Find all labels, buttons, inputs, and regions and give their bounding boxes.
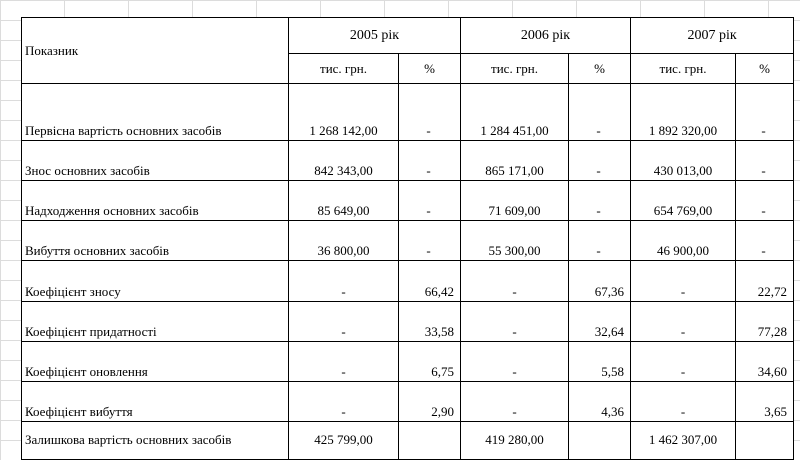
unit-header-percent[interactable]: %	[736, 54, 794, 84]
cell-2007-value[interactable]: -	[631, 381, 736, 421]
table-row	[22, 261, 794, 301]
row-label[interactable]: Залишкова вартість основних засобів	[22, 421, 289, 459]
cell-2006-percent[interactable]: -	[569, 181, 631, 221]
cell-2005-value[interactable]: -	[289, 381, 399, 421]
cell-2005-percent[interactable]: -	[399, 221, 461, 261]
row-label[interactable]: Надходження основних засобів	[22, 181, 289, 221]
cell-2007-value[interactable]: -	[631, 301, 736, 341]
row-label[interactable]: Первісна вартість основних засобів	[22, 84, 289, 141]
cell-2005-value[interactable]: 425 799,00	[289, 421, 399, 459]
cell-2006-value[interactable]: -	[461, 381, 569, 421]
cell-2007-percent[interactable]: -	[736, 221, 794, 261]
unit-header-percent[interactable]: %	[569, 54, 631, 84]
cell-2006-value[interactable]: -	[461, 341, 569, 381]
cell-2005-percent[interactable]: 33,58	[399, 301, 461, 341]
fixed-assets-table	[21, 17, 794, 460]
unit-header-thousand-uah[interactable]: тис. грн.	[631, 54, 736, 84]
cell-2007-value[interactable]: 654 769,00	[631, 181, 736, 221]
cell-2007-percent[interactable]: 34,60	[736, 341, 794, 381]
cell-2007-percent[interactable]: 77,28	[736, 301, 794, 341]
row-label[interactable]: Коефіцієнт зносу	[22, 261, 289, 301]
unit-header-thousand-uah[interactable]: тис. грн.	[289, 54, 399, 84]
year-header-2007[interactable]: 2007 рік	[631, 18, 794, 54]
cell-2005-value[interactable]: 842 343,00	[289, 141, 399, 181]
header-row-years	[22, 18, 794, 54]
cell-2007-percent[interactable]: -	[736, 141, 794, 181]
cell-2006-value[interactable]: -	[461, 261, 569, 301]
cell-2006-value[interactable]: 1 284 451,00	[461, 84, 569, 141]
cell-2005-percent[interactable]: 66,42	[399, 261, 461, 301]
cell-2005-percent[interactable]: -	[399, 181, 461, 221]
cell-2005-value[interactable]: -	[289, 341, 399, 381]
cell-2005-percent[interactable]: 6,75	[399, 341, 461, 381]
table-row	[22, 341, 794, 381]
row-label[interactable]: Знос основних засобів	[22, 141, 289, 181]
year-header-2005[interactable]: 2005 рік	[289, 18, 461, 54]
spreadsheet-area	[21, 17, 793, 460]
cell-2005-value[interactable]: 36 800,00	[289, 221, 399, 261]
table-row	[22, 381, 794, 421]
row-label[interactable]: Коефіцієнт придатності	[22, 301, 289, 341]
cell-2007-value[interactable]: 46 900,00	[631, 221, 736, 261]
cell-2006-percent[interactable]: 32,64	[569, 301, 631, 341]
cell-2006-value[interactable]: 419 280,00	[461, 421, 569, 459]
cell-2006-percent[interactable]: 4,36	[569, 381, 631, 421]
unit-header-percent[interactable]: %	[399, 54, 461, 84]
table-row	[22, 421, 794, 459]
table-row	[22, 141, 794, 181]
table-row	[22, 301, 794, 341]
cell-2006-value[interactable]: 71 609,00	[461, 181, 569, 221]
cell-2006-percent[interactable]	[569, 421, 631, 459]
cell-2005-value[interactable]: -	[289, 301, 399, 341]
cell-2007-value[interactable]: 1 892 320,00	[631, 84, 736, 141]
cell-2006-percent[interactable]: -	[569, 221, 631, 261]
cell-2005-value[interactable]: 1 268 142,00	[289, 84, 399, 141]
cell-2006-percent[interactable]: 5,58	[569, 341, 631, 381]
indicator-header[interactable]: Показник	[22, 18, 289, 84]
cell-2007-value[interactable]: 1 462 307,00	[631, 421, 736, 459]
year-header-2006[interactable]: 2006 рік	[461, 18, 631, 54]
cell-2005-percent[interactable]	[399, 421, 461, 459]
cell-2005-value[interactable]: 85 649,00	[289, 181, 399, 221]
row-label[interactable]: Вибуття основних засобів	[22, 221, 289, 261]
cell-2005-percent[interactable]: 2,90	[399, 381, 461, 421]
cell-2006-percent[interactable]: 67,36	[569, 261, 631, 301]
cell-2007-value[interactable]: -	[631, 261, 736, 301]
cell-2006-percent[interactable]: -	[569, 141, 631, 181]
cell-2007-percent[interactable]: 3,65	[736, 381, 794, 421]
cell-2005-percent[interactable]: -	[399, 141, 461, 181]
cell-2007-percent[interactable]: 22,72	[736, 261, 794, 301]
cell-2007-percent[interactable]	[736, 421, 794, 459]
row-label[interactable]: Коефіцієнт вибуття	[22, 381, 289, 421]
table-row	[22, 181, 794, 221]
table-row	[22, 84, 794, 141]
cell-2006-value[interactable]: 55 300,00	[461, 221, 569, 261]
unit-header-thousand-uah[interactable]: тис. грн.	[461, 54, 569, 84]
cell-2005-percent[interactable]: -	[399, 84, 461, 141]
cell-2006-percent[interactable]: -	[569, 84, 631, 141]
cell-2007-percent[interactable]: -	[736, 84, 794, 141]
cell-2007-percent[interactable]: -	[736, 181, 794, 221]
cell-2005-value[interactable]: -	[289, 261, 399, 301]
table-row	[22, 221, 794, 261]
cell-2006-value[interactable]: 865 171,00	[461, 141, 569, 181]
cell-2007-value[interactable]: 430 013,00	[631, 141, 736, 181]
row-label[interactable]: Коефіцієнт оновлення	[22, 341, 289, 381]
cell-2006-value[interactable]: -	[461, 301, 569, 341]
cell-2007-value[interactable]: -	[631, 341, 736, 381]
